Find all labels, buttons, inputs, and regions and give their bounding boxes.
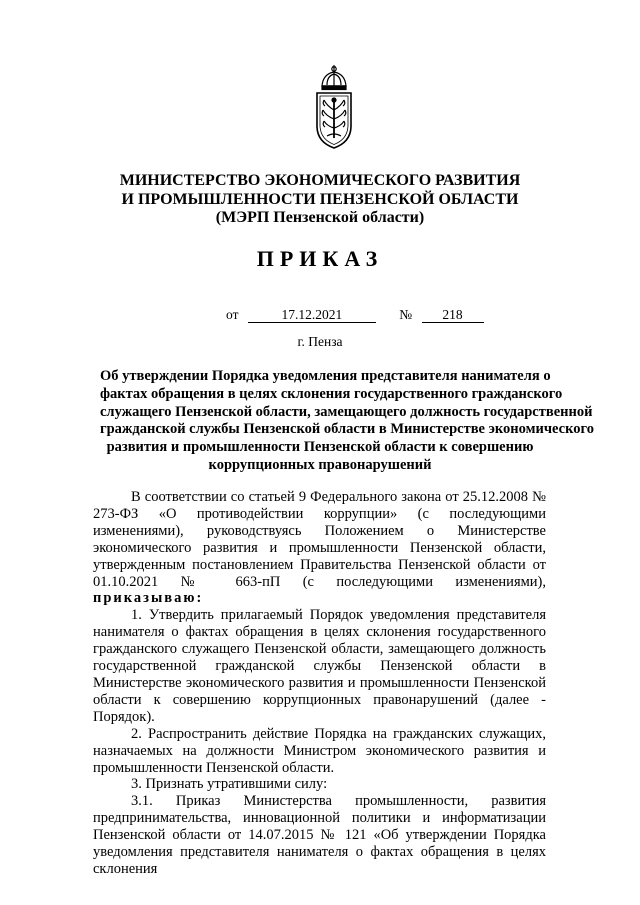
item-3-1: 3.1. Приказ Министерства промышленности, развития предпринимательства, инновационной политики и информатизации Пензенской области от 14.07.2015 № 121 «Об утверждении Порядка уведомления представителя нанимателя о фактах обращения в целях склонения — [93, 793, 546, 877]
number-label: № — [399, 307, 413, 322]
title-line: служащего Пензенской области, замещающего должность государственной — [100, 403, 593, 420]
order-number: 218 — [422, 307, 484, 323]
order-word: приказываю: — [93, 590, 204, 607]
city: г. Пенза — [297, 334, 343, 349]
penza-coat-of-arms-icon — [313, 64, 355, 150]
item-1: 1. Утвердить прилагаемый Порядок уведомления представителя нанимателя о фактах обращения в целях склонения государственного гражданского служащего Пензенской области, замещающего должность государственной гражданской службы Пензенской области в Министерстве экономического развития и промышленности Пензенской области к совершению коррупционных правонарушений (далее - Порядок). — [93, 607, 546, 725]
title-line: гражданской службы Пензенской области в Министерстве экономического — [100, 421, 594, 438]
item-3: 3. Признать утратившими силу: — [131, 776, 328, 793]
title-line: фактах обращения в целях склонения государственного гражданского — [100, 385, 563, 402]
order-date: 17.12.2021 — [248, 307, 376, 323]
ministry-name-line1: МИНИСТЕРСТВО ЭКОНОМИЧЕСКОГО РАЗВИТИЯ — [119, 172, 521, 189]
title-line: коррупционных правонарушений — [208, 456, 432, 473]
item-2: 2. Распространить действие Порядка на гражданских служащих, назначаемых на должности Министром экономического развития и промышленности Пензенской области. — [93, 725, 546, 776]
title-line: Об утверждении Порядка уведомления представителя нанимателя о — [100, 368, 551, 384]
title-line: развития и промышленности Пензенской области к совершению — [106, 439, 534, 456]
ministry-abbreviation: (МЭРП Пензенской области) — [215, 209, 425, 226]
document-type-heading: ПРИКАЗ — [256, 246, 384, 271]
date-label: от — [226, 307, 239, 322]
document-body — [93, 489, 546, 878]
document-title — [100, 368, 594, 475]
ministry-name-line2: И ПРОМЫШЛЕННОСТИ ПЕНЗЕНСКОЙ ОБЛАСТИ — [121, 190, 519, 208]
preamble-paragraph — [93, 489, 546, 607]
preamble-text: В соответствии со статьей 9 Федерального закона от 25.12.2008 № 273-ФЗ «О противодействии коррупции» (с последующими изменениями), руководствуясь Положением о Министерстве экономического развития и промышленности Пензенской области, утвержденным постановлением Правительства Пензенской области от 01.10.2021 № 663-пП (с последующими изменениями), — [93, 489, 546, 590]
date-number-row — [226, 307, 484, 323]
ministry-header — [0, 172, 640, 228]
